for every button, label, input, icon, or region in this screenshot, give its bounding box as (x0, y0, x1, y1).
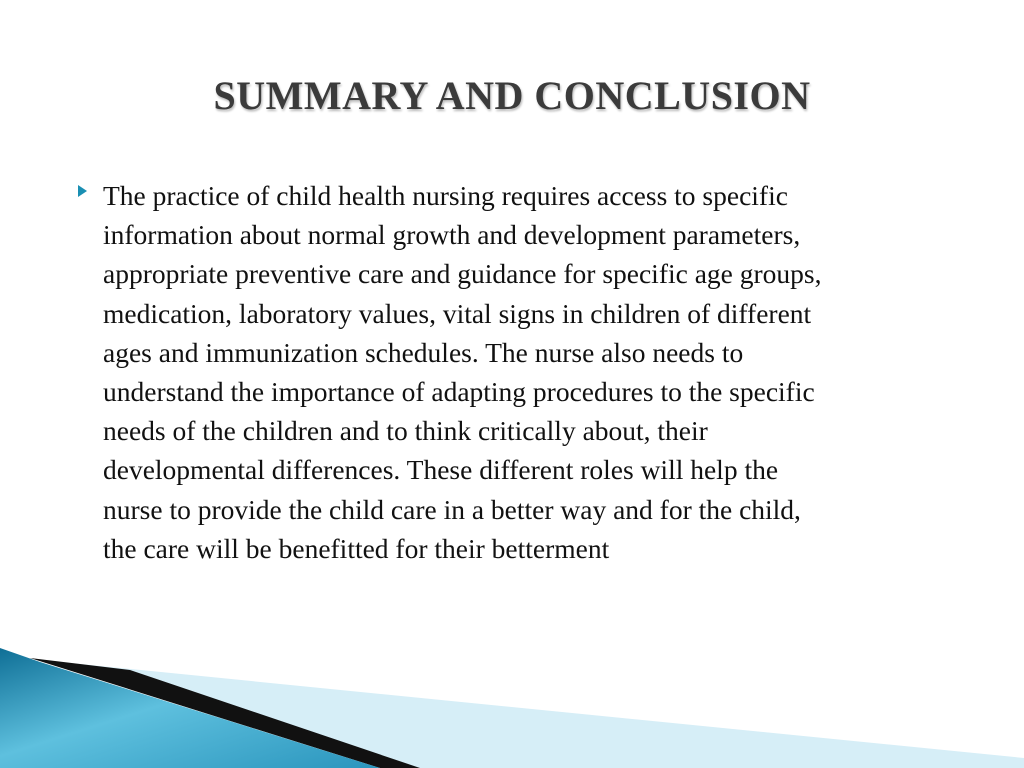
corner-decoration (0, 640, 1024, 768)
bullet-item (72, 176, 972, 568)
bullet-line: The practice of child health nursing requires access to specific (103, 180, 788, 211)
bullet-line: needs of the children and to think critically about, their (103, 415, 708, 447)
bullet-line: understand the importance of adapting procedures to the specific (103, 376, 815, 408)
bullet-line: medication, laboratory values, vital signs in children of different (103, 297, 812, 329)
triangle-bullet-icon (72, 180, 94, 202)
bullet-line: appropriate preventive care and guidance for specific age groups, (103, 258, 822, 290)
bullet-line: developmental differences. These different roles will help the (103, 454, 779, 486)
bullet-line: ages and immunization schedules. The nurse also needs to (103, 336, 744, 368)
bullet-line: nurse to provide the child care in a better way and for the child, (103, 493, 801, 525)
bullet-line: information about normal growth and development parameters, (103, 219, 801, 251)
bullet-line: the care will be benefitted for their betterment (103, 532, 610, 564)
bullet-text (103, 176, 972, 568)
slide-title: SUMMARY AND CONCLUSION (213, 73, 811, 118)
